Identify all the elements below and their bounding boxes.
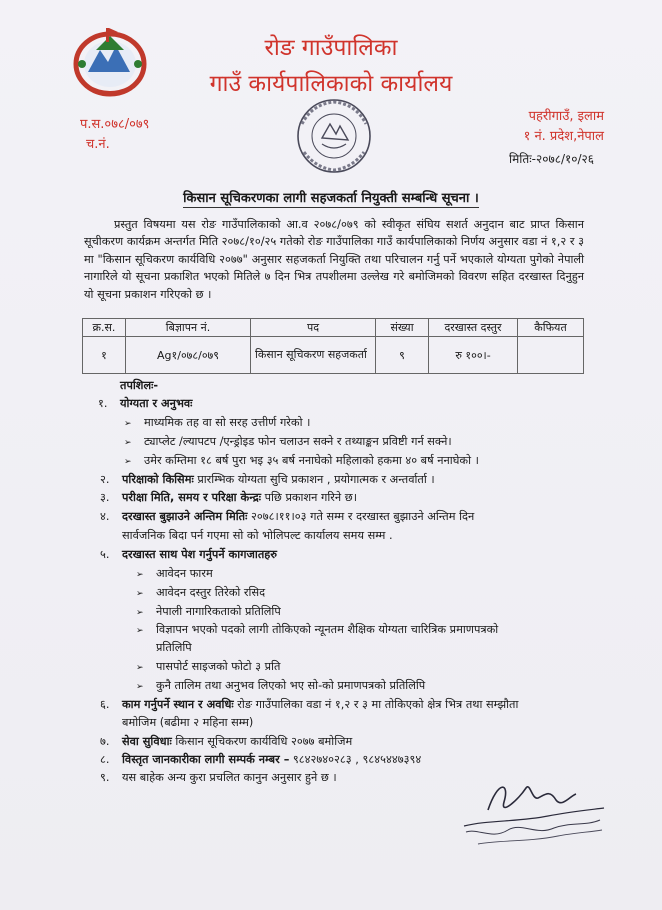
reference-number: प.स.०७८/०७९ <box>80 117 150 132</box>
details-heading: तपशिलः- <box>120 379 159 392</box>
address-line-1: पहरीगाउँ, इलाम <box>528 109 604 124</box>
cell-post: किसान सूचिकरण सहजकर्ता <box>251 337 376 374</box>
cell-serial: १ <box>83 337 126 374</box>
arrow-bullet-icon: ➢ <box>136 626 144 636</box>
arrow-bullet-icon: ➢ <box>124 419 132 429</box>
section-4: ४. दरखास्त बुझाउने अन्तिम मितिः २०७८।११।०३ गते सम्म र दरखास्त बुझाउने अन्तिम दिन <box>100 510 475 523</box>
arrow-bullet-icon: ➢ <box>124 438 132 448</box>
list-item: ➢ विज्ञापन भएको पदको लागी तोकिएको न्यूनतम शैक्षिक योग्यता चारित्रिक प्रमाणपत्रको <box>136 622 566 639</box>
list-item: ➢ माध्यमिक तह वा सो सरह उत्तीर्ण गरेको । <box>124 415 310 432</box>
list-item-continued: प्रतिलिपि <box>156 641 192 654</box>
vacancy-table <box>82 318 584 374</box>
col-post-header: पद <box>251 319 376 337</box>
list-item: ➢ उमेर कम्तिमा १८ बर्ष पुरा भइ ३५ बर्ष ननाघेको महिलाको हकमा ४० बर्ष ननाघेको । <box>124 453 479 470</box>
letter-date: मितिः-२०७८/१०/२६ <box>509 152 594 166</box>
list-item: ➢ आवेदन दस्तुर तिरेको रसिद <box>136 585 265 602</box>
section-1: १. योग्यता र अनुभवः <box>98 397 193 410</box>
section-4-continued: सार्वजनिक बिदा पर्न गएमा सो को भोलिपल्ट कार्यालय समय सम्म . <box>122 529 393 542</box>
office-seal-stamp <box>282 94 386 182</box>
section-5: ५. दरखास्त साथ पेश गर्नुपर्ने कागजातहरु <box>100 548 278 561</box>
section-7: ७. सेवा सुविधाः किसान सूचिकरण कार्यविधि २०७७ बमोजिम <box>100 735 353 748</box>
cell-count: ९ <box>376 337 429 374</box>
col-fee-header: दरखास्त दस्तुर <box>429 319 518 337</box>
list-item: ➢ ट्याप्लेट /ल्यापटप /एन्ड्रोइड फोन चलाउन सक्ने र तथ्याङ्कन प्रविष्टी गर्न सक्ने। <box>124 434 452 451</box>
arrow-bullet-icon: ➢ <box>136 570 144 580</box>
cell-remarks <box>518 337 584 374</box>
section-9: ९. यस बाहेक अन्य कुरा प्रचलित कानुन अनुसार हुने छ । <box>100 771 337 784</box>
section-8: ८. विस्तृत जानकारीका लागी सम्पर्क नम्बर – ९८४२७४०२८३ , ९८४५४४७३९४ <box>100 753 422 766</box>
organization-name: रोङ गाउँपालिका <box>264 35 398 61</box>
arrow-bullet-icon: ➢ <box>136 608 144 618</box>
list-item: ➢ नेपाली नागारिकताको प्रतिलिपि <box>136 604 281 621</box>
col-count-header: संख्या <box>376 319 429 337</box>
section-1-title: योग्यता र अनुभवः <box>120 397 193 410</box>
notice-body: प्रस्तुत विषयमा यस रोङ गाउँपालिकाको आ.व २०७८/०७९ को स्वीकृत संघिय सशर्त अनुदान बाट प्राप्त किसान सूचीकरण कार्यक्रम अन्तर्गत मिति २०७८/१०/२५ गतेको रोङ गाउँपालिका गाउँ कार्यपालिकाको निर्णय अनुसार वडा नं १,२ र ३ मा "किसान सूचिकरण कार्यविधि २०७७" अनुसार सहजकर्ता नियुक्ति तथा परिचालन गर्नु पर्ने भएकाले योग्यता पुगेको नेपाली नागारिले यो सूचना प्रकाशित भएको मितिले ७ दिन भित्र तपशीलमा उल्लेख गरे बमोजिमको विवरण सहित दरखास्त दिनुहुन यो सूचना प्रकाशन गरिएको छ । <box>84 218 584 301</box>
table-row <box>83 337 584 374</box>
dispatch-number-label: च.नं. <box>86 137 110 152</box>
section-2: २. परिक्षाको किसिमः प्रारम्भिक योग्यता सुचि प्रकाशन , प्रयोगात्मक र अन्तर्वार्ता । <box>100 473 435 486</box>
cell-fee: रु १००।- <box>429 337 518 374</box>
col-serial-header: क्र.स. <box>83 319 126 337</box>
handwritten-signature <box>458 770 608 850</box>
section-6: ६. काम गर्नुपर्ने स्थान र अवधिः रोङ गाउँपालिका वडा नं १,२ र ३ मा तोकिएको क्षेत्र भित्र तथा सम्झौता <box>100 698 519 711</box>
section-3: ३. परीक्षा मिति, समय र परिक्षा केन्द्रः पछि प्रकाशन गरिने छ। <box>100 491 357 504</box>
arrow-bullet-icon: ➢ <box>136 663 144 673</box>
list-item: ➢ आवेदन फारम <box>136 566 213 583</box>
office-name: गाउँ कार्यपालिकाको कार्यालय <box>209 71 453 97</box>
section-6-continued: बमोजिम (बढीमा २ महिना सम्म) <box>122 716 254 729</box>
col-adv-no-header: बिज्ञापन नं. <box>126 319 251 337</box>
list-item: ➢ पासपोर्ट साइजको फोटो ३ प्रति <box>136 659 280 676</box>
table-header-row <box>83 319 584 337</box>
notice-subject: किसान सूचिकरणका लागी सहजकर्ता नियुक्ती सम्बन्धि सूचना । <box>183 191 479 206</box>
arrow-bullet-icon: ➢ <box>136 589 144 599</box>
col-remarks-header: कैफियत <box>518 319 584 337</box>
address-line-2: १ नं. प्रदेश,नेपाल <box>523 129 604 144</box>
arrow-bullet-icon: ➢ <box>124 457 132 467</box>
list-item: ➢ कुनै तालिम तथा अनुभव लिएको भए सो-को प्रमाणपत्रको प्रतिलिपि <box>136 678 425 695</box>
arrow-bullet-icon: ➢ <box>136 682 144 692</box>
cell-adv-no: Ag१/०७८/०७९ <box>126 337 251 374</box>
